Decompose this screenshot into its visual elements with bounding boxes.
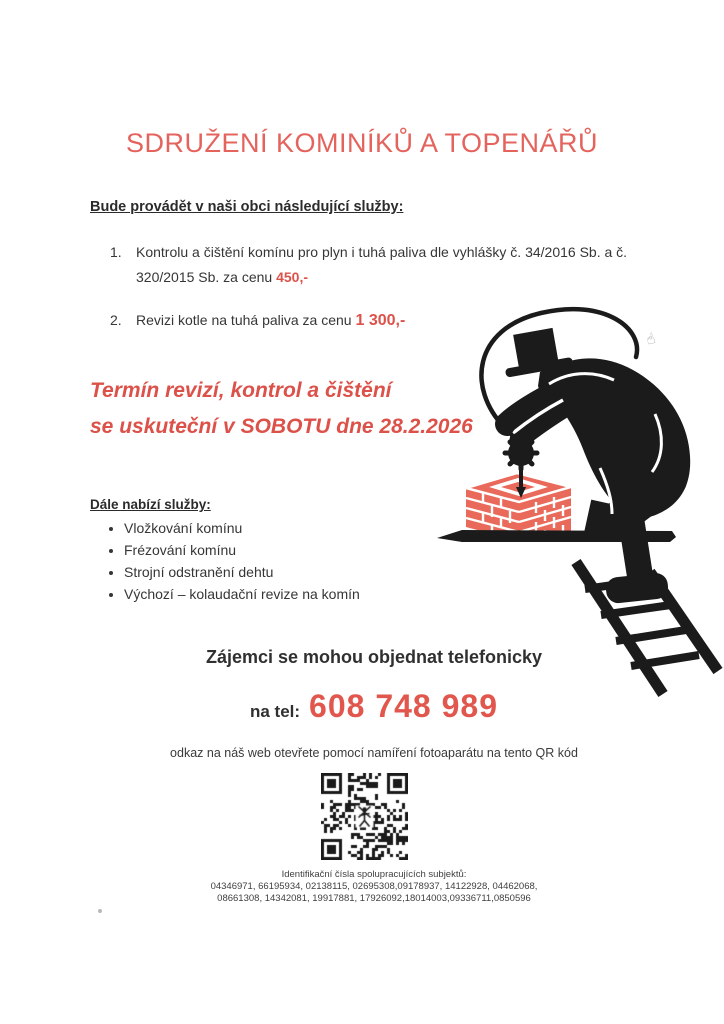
- event-date-announcement: [90, 373, 473, 444]
- item-text: [136, 240, 627, 290]
- pointer-hand-cursor-icon: ☝: [643, 329, 658, 349]
- more-services-heading: Dále nabízí služby:: [90, 497, 211, 512]
- item-line: Revizi kotle na tuhá paliva za cenu: [136, 312, 356, 328]
- scan-speck: [98, 909, 102, 913]
- date-line-2: se uskuteční v SOBOTU dne 28.2.2026: [90, 414, 473, 438]
- item-text: [136, 308, 405, 333]
- item-line: Kontrolu a čištění komínu pro plyn i tuhá paliva dle vyhlášky č. 34/2016 Sb. a č.: [136, 244, 628, 260]
- contact-line: Zájemci se mohou objednat telefonicky: [205, 647, 543, 667]
- phone-number: 608 748 989: [309, 688, 498, 724]
- page-title: SDRUŽENÍ KOMINÍKŮ A TOPENÁŘŮ: [125, 128, 599, 158]
- qr-code: [321, 773, 408, 860]
- item-price: 450,-: [276, 269, 309, 285]
- intro-heading: Bude provádět v naši obci následující služby:: [90, 199, 404, 215]
- footer-ids-line: 08661308, 14342081, 19917881, 17926092,18014003,09336711,0850596: [217, 893, 531, 904]
- list-item: • Frézování komínu: [124, 539, 360, 561]
- item-number: 2.: [110, 312, 122, 328]
- chimney-sweep-illustration: [420, 296, 724, 708]
- more-services-list: [90, 517, 360, 605]
- list-item: [110, 240, 670, 290]
- more-services-section: [90, 497, 360, 605]
- item-line: 320/2015 Sb. za cenu: [136, 269, 277, 285]
- list-item: • Výchozí – kolaudační revize na komín: [124, 583, 360, 605]
- footer-ids: [12, 869, 724, 905]
- item-price: 1 300,-: [355, 312, 406, 329]
- footer-heading: Identifikační čísla spolupracujících subjektů:: [281, 869, 467, 880]
- list-item: • Strojní odstranění dehtu: [124, 561, 360, 583]
- item-number: 1.: [110, 244, 122, 260]
- phone-label: na tel:: [249, 702, 301, 721]
- qr-caption: odkaz na náš web otevřete pomocí namíření fotoaparátu na tento QR kód: [170, 746, 578, 760]
- footer-ids-line: 04346971, 66195934, 02138115, 02695308,09178937, 14122928, 04462068,: [210, 881, 538, 892]
- ladder: [576, 562, 718, 694]
- roof-line: [437, 530, 676, 542]
- date-line-1: Termín revizí, kontrol a čištění: [90, 379, 392, 402]
- list-item: • Vložkování komínu: [124, 517, 360, 539]
